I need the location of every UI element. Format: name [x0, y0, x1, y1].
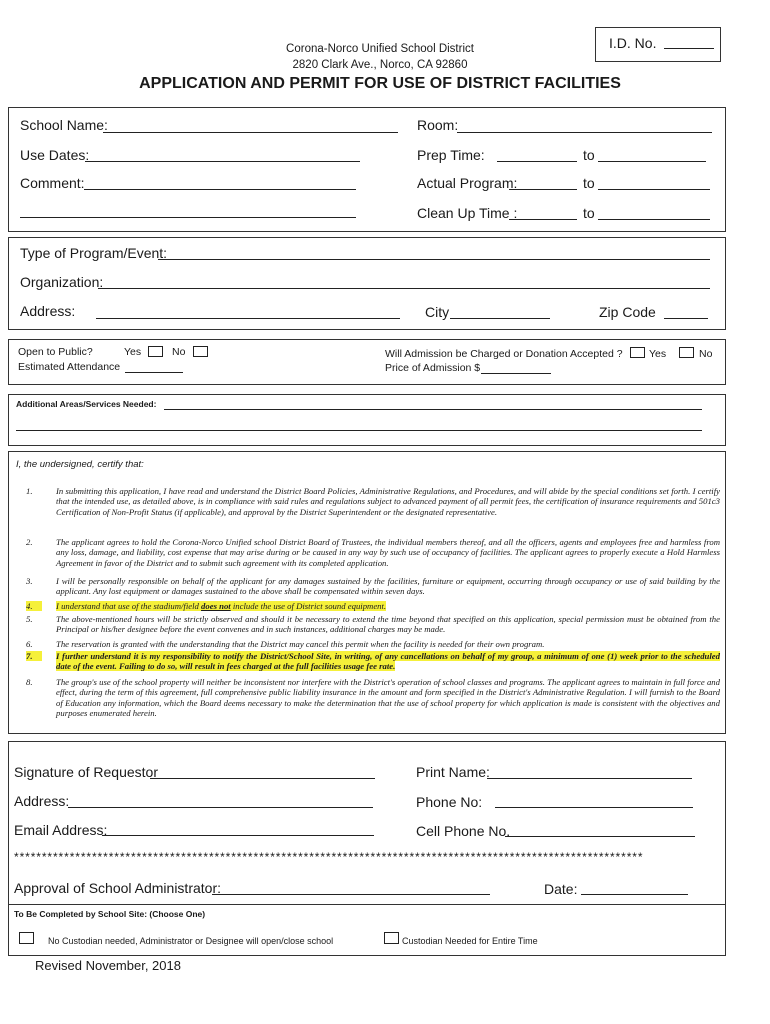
custodian-needed-checkbox[interactable] [384, 932, 399, 944]
custodian-needed-label: Custodian Needed for Entire Time [402, 936, 538, 946]
certify-item-text-a: I understand that use of the stadium/field [56, 601, 202, 611]
cell-phone-label: Cell Phone No. [416, 823, 511, 839]
date-label: Date: [544, 881, 578, 897]
city-label: City [425, 304, 450, 320]
open-to-public-label: Open to Public? [18, 346, 93, 358]
revised-date: Revised November, 2018 [35, 958, 181, 973]
phone-field[interactable] [495, 807, 693, 808]
estimated-attendance-label: Estimated Attendance [18, 361, 121, 373]
estimated-attendance-field[interactable] [125, 372, 183, 373]
org-address-label: Address: [20, 303, 76, 319]
phone-label: Phone No: [416, 794, 483, 810]
district-address: 2820 Clark Ave., Norco, CA 92860 [292, 59, 468, 71]
zip-code-field[interactable] [664, 318, 708, 319]
facility-details-section [8, 107, 726, 232]
certify-item-text: The above-mentioned hours will be strictly observed and should it be necessary to extend the time beyond that specified on this application, special permission must be obtained from the Principal or his/her designee before the event convenes and in such instances, additional charges may be made. [56, 614, 720, 635]
district-name: Corona-Norco Unified School District [286, 43, 474, 55]
certify-item-number: 3. [26, 576, 33, 586]
certify-item-number: 4. [26, 601, 42, 611]
admission-yes-checkbox[interactable] [630, 347, 645, 358]
certify-item-text: The group's use of the school property will neither be inconsistent nor interfere with the District's operation of school classes and programs. The applicant agrees to maintain in full force and effect, during the term of this agreement, full comprehensive public liability insurance in the amount and form specified in the District's Administrative Regulation. I will furnish to the Board of Education any information, which the Board deems necessary to make the determination that the use of school property for which application is made is consistent with the objectives and purposes enumerated herein. [56, 677, 720, 718]
use-dates-field[interactable] [85, 161, 360, 162]
additional-services-field-line1[interactable] [164, 409, 702, 410]
actual-program-end-field[interactable] [598, 189, 710, 190]
id-number-label: I.D. No. [609, 35, 657, 51]
prep-time-label: Prep Time: [417, 147, 485, 163]
certify-item-7 [26, 651, 720, 672]
certify-item-6 [26, 639, 720, 649]
requestor-address-label: Address: [14, 793, 70, 809]
page-title: APPLICATION AND PERMIT FOR USE OF DISTRICT FACILITIES [139, 75, 621, 92]
program-type-label: Type of Program/Event: [20, 245, 168, 261]
clean-up-time-label: Clean Up Time : [417, 205, 518, 221]
certify-item-number: 8. [26, 677, 33, 687]
actual-program-label: Actual Program: [417, 175, 518, 191]
admission-no-checkbox[interactable] [679, 347, 694, 358]
certify-item-text: I will be personally responsible on behalf of the applicant for any damages sustained by the facilities, furniture or equipment, occurring through occupancy or use of said building by the applicant. Any lost equipment or damages sustained to the above shall be compensated within seven days. [56, 576, 720, 597]
certify-item-1 [26, 486, 720, 517]
org-address-field[interactable] [96, 318, 400, 319]
date-field[interactable] [581, 894, 688, 895]
certify-item-number: 7. [26, 651, 42, 661]
room-field[interactable] [457, 132, 712, 133]
no-custodian-label: No Custodian needed, Administrator or Designee will open/close school [48, 936, 334, 946]
certify-item-4 [26, 601, 720, 611]
prep-time-start-field[interactable] [497, 161, 577, 162]
admission-question-label: Will Admission be Charged or Donation Accepted ? [385, 348, 623, 360]
clean-up-end-field[interactable] [598, 219, 710, 220]
certify-item-text: The reservation is granted with the understanding that the District may cancel this permit when the facility is needed for their own program. [56, 639, 545, 649]
room-label: Room: [417, 117, 459, 133]
clean-up-start-field[interactable] [509, 219, 577, 220]
additional-services-field-line2[interactable] [16, 430, 702, 431]
zip-code-label: Zip Code [599, 304, 656, 320]
school-name-label: School Name: [20, 117, 108, 133]
certify-item-number: 5. [26, 614, 33, 624]
organization-label: Organization: [20, 274, 104, 290]
school-name-field[interactable] [103, 132, 398, 133]
email-label: Email Address: [14, 822, 108, 838]
program-type-field[interactable] [158, 259, 710, 260]
certify-item-number: 6. [26, 639, 33, 649]
open-public-yes-checkbox[interactable] [148, 346, 163, 357]
certify-item-5 [26, 614, 720, 635]
signature-field[interactable] [150, 778, 375, 779]
price-of-admission-label: Price of Admission $ [385, 362, 481, 374]
comment-label: Comment: [20, 175, 85, 191]
cell-phone-field[interactable] [505, 836, 695, 837]
open-public-yes-label: Yes [124, 346, 142, 358]
certify-intro: I, the undersigned, certify that: [16, 459, 144, 470]
clean-up-to: to [583, 205, 595, 221]
comment-field-line1[interactable] [84, 189, 356, 190]
city-field[interactable] [450, 318, 550, 319]
certify-item-text: The applicant agrees to hold the Corona-Norco Unified school District Board of Trustees, the individual members thereof, and all the officers, agents and employees free and harmless from any loss, damage, and liability, cost expense that may arise during or be caused in any way by such use of occupancy of facilities. The applicant agrees to properly execute a Hold Harmless Agreement in favor of the District and to submit such agreement with its completed application. [56, 537, 720, 568]
no-custodian-checkbox[interactable] [19, 932, 34, 944]
id-number-field[interactable] [664, 48, 714, 49]
print-name-field[interactable] [487, 778, 692, 779]
certify-item-number: 1. [26, 486, 33, 496]
use-dates-label: Use Dates: [20, 147, 90, 163]
certify-item-2 [26, 537, 720, 568]
certify-item-text-c: include the use of District sound equipment. [230, 601, 387, 611]
requestor-address-field[interactable] [68, 807, 373, 808]
approval-label: Approval of School Administrator: [14, 880, 221, 896]
price-of-admission-field[interactable] [481, 373, 551, 374]
actual-program-to: to [583, 175, 595, 191]
comment-field-line2[interactable] [20, 217, 356, 218]
organization-field[interactable] [98, 288, 710, 289]
additional-services-label: Additional Areas/Services Needed: [16, 399, 157, 409]
open-public-no-checkbox[interactable] [193, 346, 208, 357]
certify-item-8 [26, 677, 720, 718]
certify-item-text: In submitting this application, I have read and understand the District Board Policies, Administrative Regulations, and Procedures, and will abide by the special conditions set forth. I certify that the intended use, as detailed above, is in compliance with said rules and regulations subject to advanced payment of all permit fees, the certification of insurance requirements and 501c3 Certification of Non-Profit Status (if applicable), and approval by the District Superintendent or the designated representative. [56, 486, 720, 517]
separator-stars: ***************************************************************************************************************** [14, 850, 644, 864]
certify-item-text-emphasis: does not [201, 601, 231, 611]
print-name-label: Print Name: [416, 764, 490, 780]
signature-label: Signature of Requestor [14, 764, 158, 780]
certify-item-number: 2. [26, 537, 33, 547]
school-site-heading: To Be Completed by School Site: (Choose One) [14, 909, 206, 919]
prep-time-to: to [583, 147, 595, 163]
actual-program-start-field[interactable] [509, 189, 577, 190]
certify-item-text: I further understand it is my responsibility to notify the District/School Site, in writing, of any cancellations on behalf of my group, a minimum of one (1) week prior to the scheduled date of the event. Failing to do so, will result in fees charged at the full facilities usage fee rate. [56, 651, 720, 672]
email-field[interactable] [102, 835, 374, 836]
admission-no-label: No [699, 348, 713, 360]
open-public-no-label: No [172, 346, 186, 358]
certify-item-3 [26, 576, 720, 597]
admission-yes-label: Yes [649, 348, 667, 360]
prep-time-end-field[interactable] [598, 161, 706, 162]
approval-field[interactable] [212, 894, 490, 895]
